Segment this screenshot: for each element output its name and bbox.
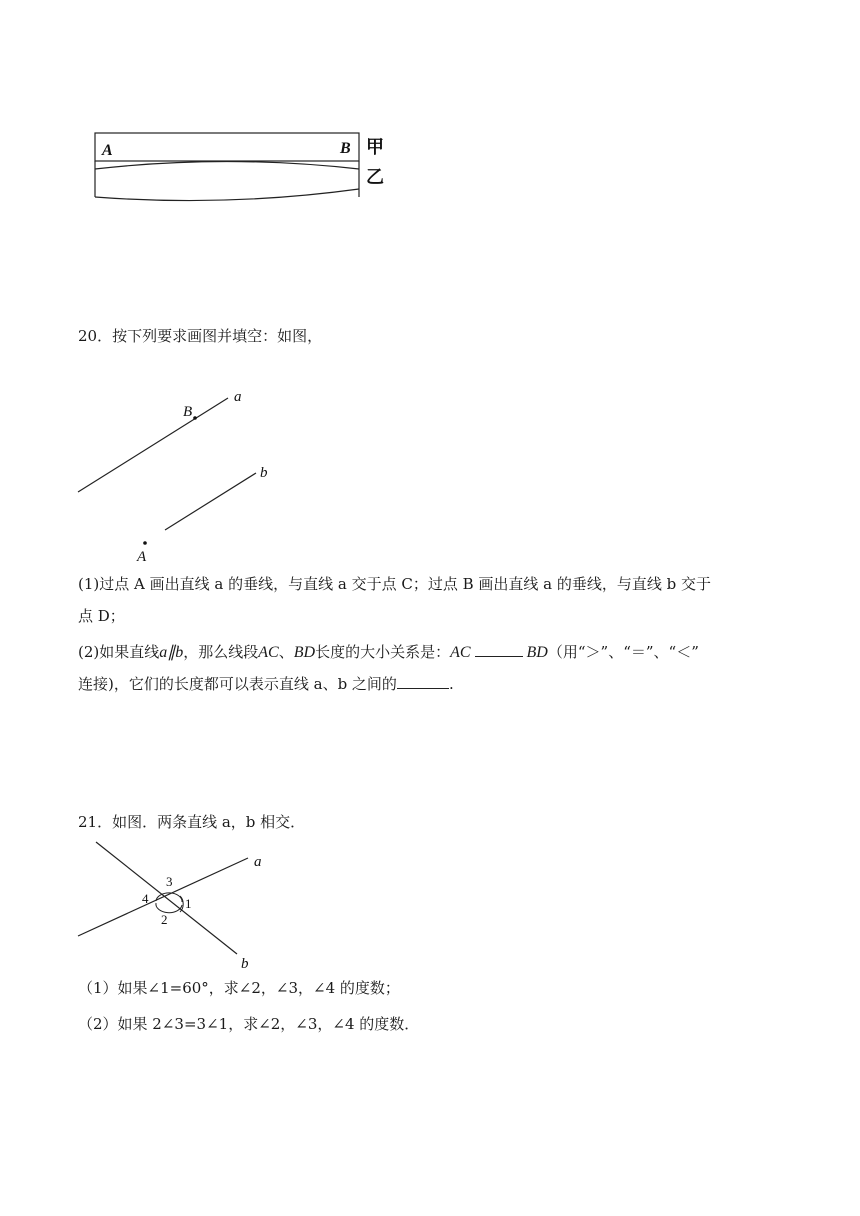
label-line-b: b (260, 465, 268, 481)
q20-blank-distance[interactable] (397, 674, 449, 689)
q21-figure (70, 836, 270, 970)
label-angle-1: 1 (185, 896, 192, 911)
q20-part2-bd: BD (293, 644, 316, 661)
label-line-a: a (254, 854, 262, 870)
ruler-label-a: A (102, 142, 113, 159)
ruler-label-jia: 甲 (366, 137, 384, 158)
ruler-label-b: B (340, 140, 351, 157)
label-line-a: a (234, 389, 242, 405)
ruler-yi-bottom-curve (95, 189, 359, 201)
label-angle-2: 2 (161, 912, 168, 927)
q20-part1-line1: (1)过点 A 画出直线 a 的垂线，与直线 a 交于点 C；过点 B 画出直线 a 的垂线，与直线 b 交于 (78, 575, 711, 593)
q20-part2-mid: ，那么线段 (183, 643, 259, 661)
q21-stem: 21．如图．两条直线 a，b 相交． (78, 813, 306, 831)
q20-part2-prefix: (2)如果直线 (78, 643, 160, 661)
q20-blank-relation[interactable] (475, 642, 523, 657)
ruler-yi-top-curve (95, 162, 359, 170)
label-point-a: A (137, 549, 147, 565)
q20-part2-sep: 、 (278, 643, 294, 661)
ruler-figure (90, 125, 400, 210)
q20-part2-rel: 长度的大小关系是： (315, 643, 451, 661)
ruler-label-yi: 乙 (366, 167, 384, 188)
q20-part2-bd2: BD (526, 644, 548, 661)
label-point-b: B (183, 404, 193, 420)
q20-part2-line1 (78, 642, 699, 663)
label-angle-4: 4 (142, 891, 149, 906)
point-a (143, 541, 147, 545)
q21-part2: （2）如果 2∠3=3∠1，求∠2，∠3，∠4 的度数． (78, 1015, 420, 1033)
q20-part2-line2a: 连接)，它们的长度都可以表示直线 a、b 之间的 (78, 675, 397, 693)
q20-part2-hint: （用“＞”、“＝”、“＜” (547, 643, 699, 661)
line-a (78, 398, 228, 492)
q20-part1-line2: 点 D； (78, 607, 125, 625)
q20-part2-line2 (78, 674, 454, 694)
line-b (165, 473, 256, 530)
q21-part1: （1）如果∠1=60°，求∠2，∠3，∠4 的度数； (78, 979, 400, 997)
q20-part2-ac: AC (258, 644, 279, 661)
label-line-b: b (241, 956, 249, 970)
point-b (193, 416, 197, 420)
q20-part2-ac2: AC (450, 644, 471, 661)
q20-stem: 20．按下列要求画图并填空：如图， (78, 327, 323, 345)
q20-figure (70, 380, 290, 565)
label-angle-3: 3 (166, 874, 173, 889)
q20-part2-cond: a∥b (159, 644, 184, 661)
ruler-jia-rect (95, 133, 359, 161)
line-b (96, 842, 237, 954)
q20-part2-line2b: . (448, 675, 454, 693)
